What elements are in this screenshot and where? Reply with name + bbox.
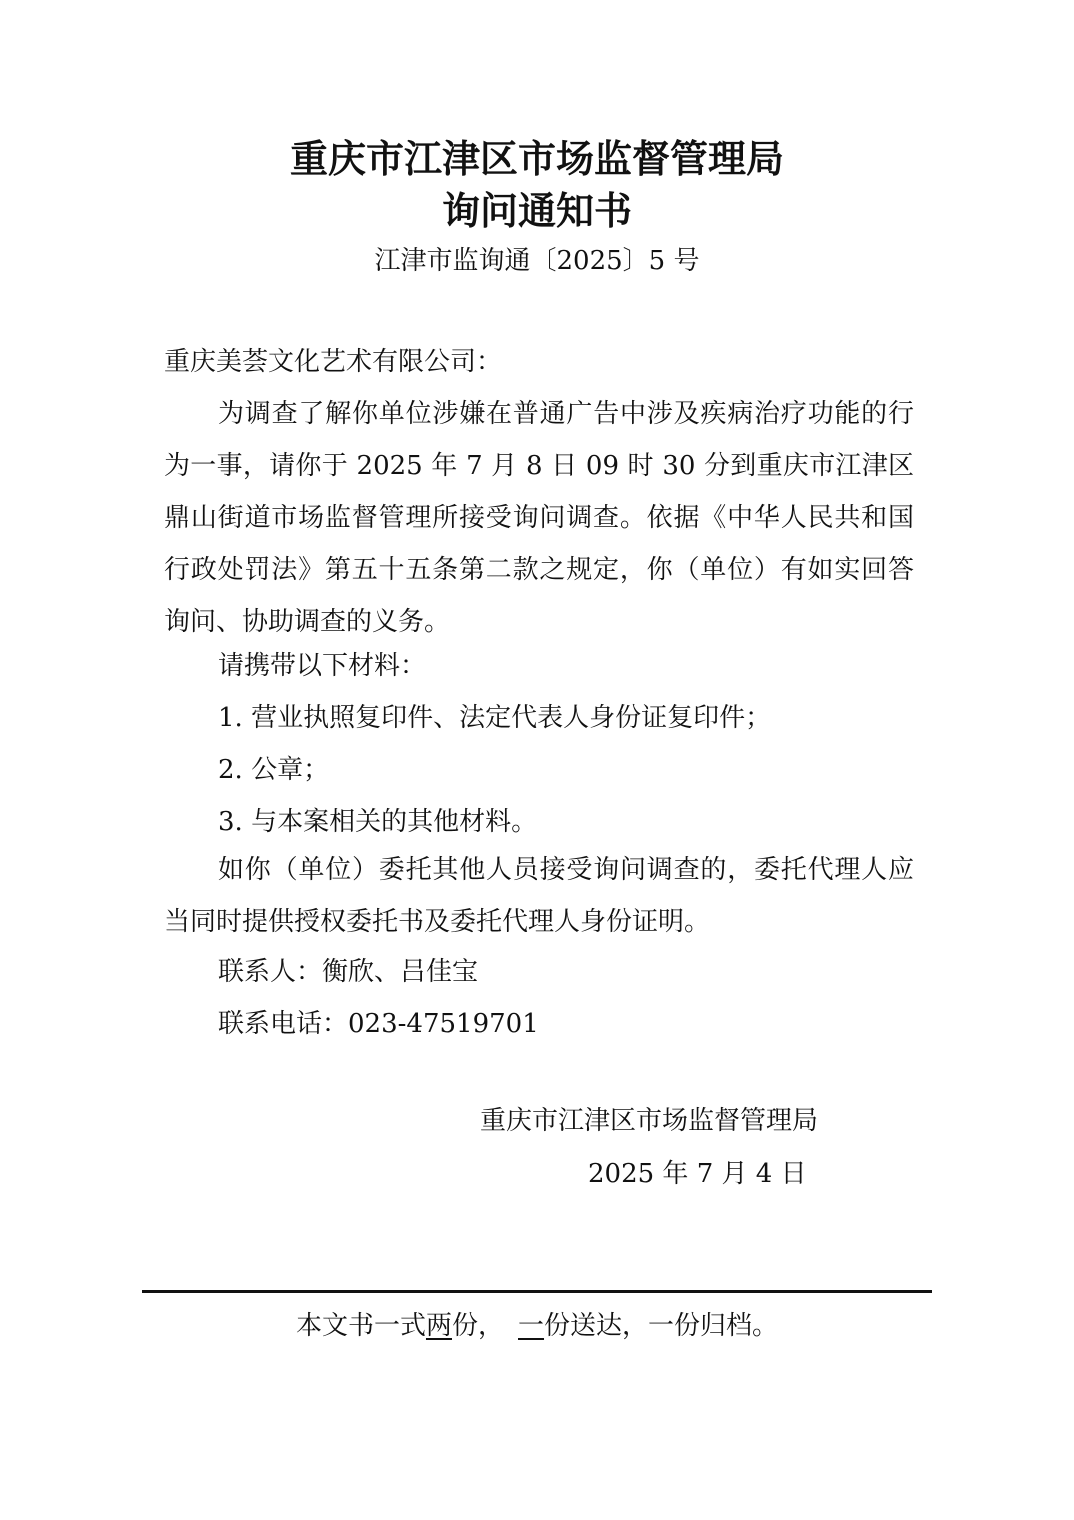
footer-note	[0, 1308, 1074, 1344]
contact-phone: 联系电话：023-47519701	[218, 1009, 539, 1039]
document-number: 江津市监询通〔2025〕5 号	[374, 246, 700, 276]
materials-section	[164, 640, 914, 848]
entrust-paragraph: 如你（单位）委托其他人员接受询问调查的，委托代理人应当同时提供授权委托书及委托代理人身份证明。	[164, 855, 914, 937]
signature-date: 2025 年 7 月 4 日	[588, 1159, 807, 1189]
main-paragraph: 为调查了解你单位涉嫌在普通广告中涉及疾病治疗功能的行为一事，请你于 2025 年 7 月 8 日 09 时 30 分到重庆市江津区鼎山街道市场监督管理所接受询问调查。依据《中华人民共和国行政处罚法》第五十五条第二款之规定，你（单位）有如实回答询问、协助调查的义务。	[164, 399, 914, 637]
footer-divider	[142, 1290, 932, 1293]
footer-prefix: 本文书一式	[295, 1311, 426, 1341]
contacts-section	[164, 946, 914, 1050]
addressee: 重庆美荟文化艺术有限公司：	[164, 347, 503, 377]
footer-delivered: 一	[518, 1311, 545, 1341]
entrust-section	[164, 844, 914, 948]
footer-middle: 份，	[451, 1311, 504, 1341]
materials-item: 3. 与本案相关的其他材料。	[218, 807, 538, 837]
document-title: 重庆市江津区市场监督管理局	[289, 136, 784, 181]
document-subtitle: 询问通知书	[441, 188, 632, 233]
materials-intro: 请携带以下材料：	[218, 651, 427, 681]
footer-copies: 两	[425, 1311, 452, 1341]
materials-item: 2. 公章；	[218, 755, 330, 785]
footer-suffix: 份送达，一份归档。	[544, 1311, 779, 1341]
signature-organization: 重庆市江津区市场监督管理局	[480, 1106, 819, 1136]
contact-person: 联系人：衡欣、吕佳宝	[218, 957, 479, 987]
materials-item: 1. 营业执照复印件、法定代表人身份证复印件；	[218, 703, 772, 733]
